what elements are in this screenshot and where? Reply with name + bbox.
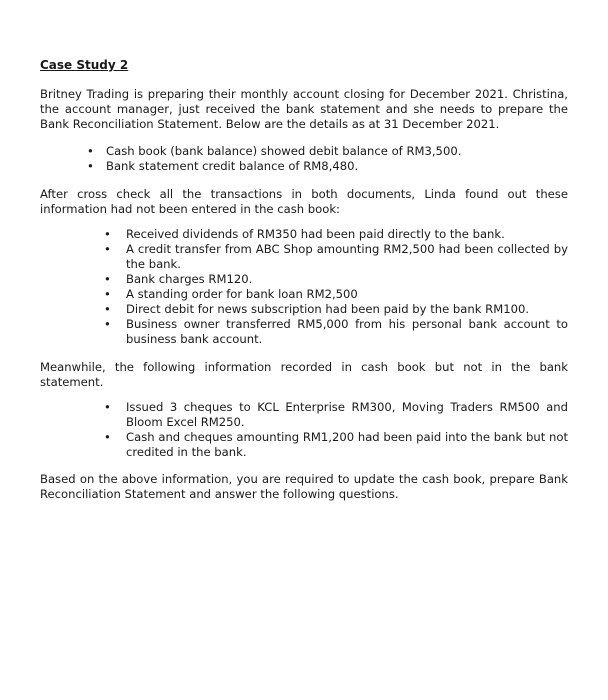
list-item bbox=[87, 159, 568, 174]
bullet-icon: • bbox=[104, 287, 111, 301]
bullet-icon: • bbox=[87, 144, 94, 158]
case-study-document bbox=[40, 58, 568, 502]
list-item-text: Direct debit for news subscription had been paid by the bank RM100. bbox=[126, 302, 530, 316]
list-item bbox=[104, 430, 568, 460]
list-item-text: Bank charges RM120. bbox=[126, 272, 253, 286]
list-item-text: A credit transfer from ABC Shop amounting RM2,500 had been collected by the bank. bbox=[126, 242, 568, 271]
not-in-cashbook-list bbox=[104, 227, 568, 347]
list-item-text: A standing order for bank loan RM2,500 bbox=[126, 287, 358, 301]
balance-list bbox=[87, 144, 568, 174]
list-item bbox=[104, 317, 568, 347]
list-item bbox=[104, 400, 568, 430]
list-item-text: Business owner transferred RM5,000 from his personal bank account to business bank account. bbox=[126, 317, 568, 346]
list-item-text: Cash book (bank balance) showed debit balance of RM3,500. bbox=[106, 144, 462, 158]
bullet-icon: • bbox=[104, 317, 111, 331]
list-item-text: Received dividends of RM350 had been paid directly to the bank. bbox=[126, 227, 505, 241]
list-item bbox=[104, 272, 568, 287]
list-item bbox=[104, 302, 568, 317]
bullet-icon: • bbox=[87, 159, 94, 173]
bullet-icon: • bbox=[104, 242, 111, 256]
bullet-icon: • bbox=[104, 302, 111, 316]
meanwhile-paragraph: Meanwhile, the following information recorded in cash book but not in the bank statement. bbox=[40, 360, 568, 389]
bullet-icon: • bbox=[104, 272, 111, 286]
list-item-text: Bank statement credit balance of RM8,480. bbox=[106, 159, 359, 173]
bullet-icon: • bbox=[104, 400, 111, 414]
conclusion-paragraph: Based on the above information, you are required to update the cash book, prepare Bank Reconciliation Statement and answer the following questions. bbox=[40, 472, 568, 501]
list-item bbox=[87, 144, 568, 159]
list-item-text: Issued 3 cheques to KCL Enterprise RM300, Moving Traders RM500 and Bloom Excel RM250. bbox=[126, 400, 568, 429]
page-title: Case Study 2 bbox=[40, 58, 129, 72]
bullet-icon: • bbox=[104, 227, 111, 241]
not-in-statement-list bbox=[104, 400, 568, 460]
cross-check-paragraph: After cross check all the transactions in both documents, Linda found out these information had not been entered in the cash book: bbox=[40, 187, 568, 216]
list-item bbox=[104, 287, 568, 302]
list-item bbox=[104, 227, 568, 242]
list-item bbox=[104, 242, 568, 272]
bullet-icon: • bbox=[104, 430, 111, 444]
intro-paragraph: Britney Trading is preparing their monthly account closing for December 2021. Christina, the account manager, just received the bank statement and she needs to prepare the Bank Reconciliation Statement. Below are the details as at 31 December 2021. bbox=[40, 87, 568, 131]
list-item-text: Cash and cheques amounting RM1,200 had been paid into the bank but not credited in the bank. bbox=[126, 430, 568, 459]
